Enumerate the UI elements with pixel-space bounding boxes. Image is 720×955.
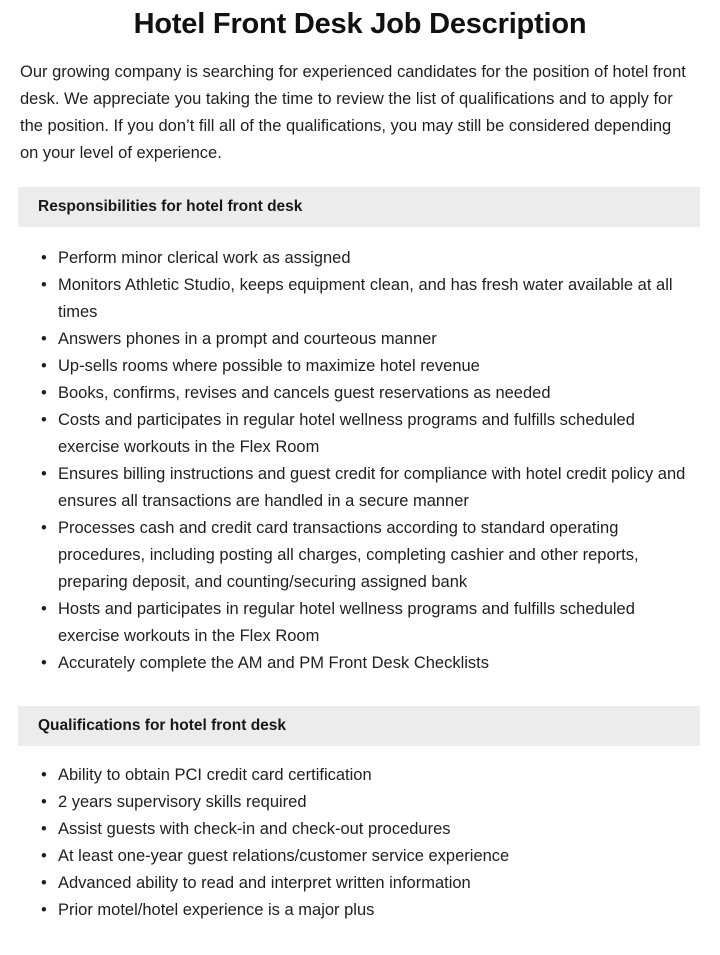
list-item-text: Processes cash and credit card transactions according to standard operating procedures, including posting all charges, completing cashier and other reports, preparing deposit, and counting/securing assigned bank [58, 519, 639, 591]
intro-paragraph: Our growing company is searching for experienced candidates for the position of hotel front desk. We appreciate you taking the time to review the list of qualifications and to apply for the position. If you don’t fill all of the qualifications, you may still be considered depending on your level of experience. [20, 63, 686, 162]
section-responsibilities [0, 187, 720, 677]
list-item [0, 897, 720, 924]
bullet-icon: • [41, 654, 47, 672]
list-item-text: Answers phones in a prompt and courteous manner [58, 330, 437, 348]
bullet-icon: • [41, 357, 47, 375]
list-item-text: Advanced ability to read and interpret written information [58, 874, 471, 892]
bullet-icon: • [41, 874, 47, 892]
bullet-icon: • [41, 276, 47, 294]
bullet-icon: • [41, 766, 47, 784]
list-item [0, 353, 720, 380]
list-item [0, 789, 720, 816]
list-item-text: Perform minor clerical work as assigned [58, 249, 351, 267]
bullet-icon: • [41, 249, 47, 267]
list-item [0, 596, 720, 650]
list-item-text: Books, confirms, revises and cancels guest reservations as needed [58, 384, 551, 402]
qualifications-list [0, 762, 720, 924]
page-title: Hotel Front Desk Job Description [133, 8, 587, 40]
list-item-text: Costs and participates in regular hotel wellness programs and fulfills scheduled exercise workouts in the Flex Room [58, 411, 635, 456]
list-item [0, 870, 720, 897]
bullet-icon: • [41, 411, 47, 429]
job-description-page [0, 6, 720, 955]
section-heading-label: Qualifications for hotel front desk [38, 717, 287, 734]
list-item-text: Accurately complete the AM and PM Front Desk Checklists [58, 654, 489, 672]
list-item [0, 326, 720, 353]
list-item [0, 272, 720, 326]
bullet-icon: • [41, 465, 47, 483]
list-item-text: Monitors Athletic Studio, keeps equipment clean, and has fresh water available at all times [58, 276, 673, 321]
section-heading-label: Responsibilities for hotel front desk [38, 198, 303, 215]
list-item-text: Assist guests with check-in and check-out procedures [58, 820, 451, 838]
bullet-icon: • [41, 847, 47, 865]
list-item-text: Ensures billing instructions and guest credit for compliance with hotel credit policy and ensures all transactions are handled in a secure manner [58, 465, 686, 510]
list-item [0, 650, 720, 677]
bullet-icon: • [41, 600, 47, 618]
bullet-icon: • [41, 330, 47, 348]
list-item-text: At least one-year guest relations/customer service experience [58, 847, 510, 865]
list-item [0, 407, 720, 461]
responsibilities-list [0, 245, 720, 677]
list-item [0, 461, 720, 515]
list-item-text: Up-sells rooms where possible to maximize hotel revenue [58, 357, 480, 375]
list-item-text: Prior motel/hotel experience is a major plus [58, 901, 375, 919]
bullet-icon: • [41, 820, 47, 838]
bullet-icon: • [41, 793, 47, 811]
list-item [0, 515, 720, 596]
section-qualifications [0, 706, 720, 924]
bullet-icon: • [41, 901, 47, 919]
section-header-responsibilities [18, 187, 700, 227]
section-header-qualifications [18, 706, 700, 746]
list-item [0, 762, 720, 789]
list-item [0, 380, 720, 407]
list-item-text: Hosts and participates in regular hotel wellness programs and fulfills scheduled exercise workouts in the Flex Room [58, 600, 635, 645]
list-item-text: 2 years supervisory skills required [58, 793, 307, 811]
list-item [0, 245, 720, 272]
list-item [0, 843, 720, 870]
bullet-icon: • [41, 519, 47, 537]
list-item-text: Ability to obtain PCI credit card certification [58, 766, 372, 784]
bullet-icon: • [41, 384, 47, 402]
list-item [0, 816, 720, 843]
